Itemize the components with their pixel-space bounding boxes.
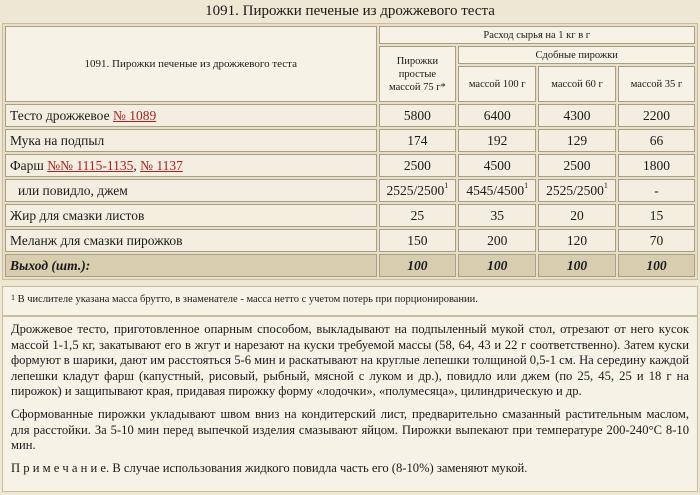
description-paragraph: Сформованные пирожки укладывают швом вниз на кондитерский лист, предварительно смазанный растительным маслом, для расстойки. За 5-10 мин перед выпечкой изделия смазывают яйцом. Пирожки выпекают при температуре 200-240°С 8-10 мин. (11, 406, 689, 453)
cell-value: 2525/2500$^1$ (379, 179, 457, 202)
cell-value: 129 (538, 129, 616, 152)
cell-value: 5800 (379, 104, 457, 127)
rich-pies-header: Сдобные пирожки (458, 46, 695, 64)
col-rich-35-header: массой 35 г (618, 66, 695, 102)
cell-value: 35 (458, 204, 536, 227)
row-name: Мука на подпыл (5, 129, 377, 152)
col-rich-60-header: массой 60 г (538, 66, 616, 102)
cell-value: 4500 (458, 154, 536, 177)
cell-value: 70 (618, 229, 695, 252)
page-title: 1091. Пирожки печеные из дрожжевого теста (205, 3, 495, 19)
table-row (5, 154, 695, 177)
footnote-ref: 1 (444, 180, 449, 190)
consumption-header: Расход сырья на 1 кг в г (379, 26, 695, 44)
row-name: или повидло, джем (5, 179, 377, 202)
cell-value: 100 (458, 254, 536, 277)
cell-value: 192 (458, 129, 536, 152)
cell-value: 15 (618, 204, 695, 227)
cell-value: 174 (379, 129, 457, 152)
description-paragraph: Дрожжевое тесто, приготовленное опарным способом, выкладывают на подпыленный мукой стол, отрезают от него кусок массой 1-1,5 кг, закатывают его в жгут и нарезают на куски требуемой массы (58, 64, 43 и 22 г соответственно). Затем куски формуют в шарики, дают им расстояться 5-6 мин и раскатывают на круглые лепешки толщиной 0,5-1 см. На середину каждой лепешки кладут фарш (капустный, рисовый, рыбный, мясной с луком и др.), повидло или джем (по 25, 45, 25 и 18 г на пирожок) и защипывают края, придавая пирожку форму «лодочки», «полумесяца», цилиндрическую и др. (11, 322, 689, 399)
footnote-mark: 1 (11, 293, 15, 302)
row-name: Тесто дрожжевое № 1089 (5, 104, 377, 127)
cell-value: 150 (379, 229, 457, 252)
table-corner-header: 1091. Пирожки печеные из дрожжевого теста (5, 26, 377, 102)
recipe-table (2, 23, 698, 280)
recipe-link[interactable]: № 1137 (140, 157, 183, 173)
cell-value: 2200 (618, 104, 695, 127)
table-row (5, 204, 695, 227)
cell-value: 4300 (538, 104, 616, 127)
cell-value: 100 (379, 254, 457, 277)
table-row (5, 104, 695, 127)
recipe-link[interactable]: № 1089 (112, 107, 157, 123)
cell-value: 4545/4500$^1$ (458, 179, 536, 202)
col-simple-header: Пирожки простые массой 75 г* (379, 46, 457, 102)
footnote-text: В числителе указана масса брутто, в знаменателе - масса нетто с учетом потерь при порционировании. (15, 294, 478, 305)
table-row (5, 129, 695, 152)
cell-value: 2525/2500$^1$ (538, 179, 616, 202)
row-name: Меланж для смазки пирожков (5, 229, 377, 252)
cell-value: 100 (538, 254, 616, 277)
note-label: П р и м е ч а н и е. (11, 460, 110, 475)
cell-value: 6400 (458, 104, 536, 127)
cell-value: 100 (618, 254, 695, 277)
cell-value: 120 (538, 229, 616, 252)
footnote-ref: 1 (524, 180, 529, 190)
cell-value: 2500 (538, 154, 616, 177)
cell-value: 2500 (379, 154, 457, 177)
recipe-link[interactable]: №№ 1115-1135 (47, 157, 134, 173)
footnote (2, 286, 698, 316)
footnote-ref: 1 (603, 180, 608, 190)
output-label: Выход (шт.): (5, 254, 377, 277)
row-name: Фарш №№ 1115-1135, № 1137 (5, 154, 377, 177)
cell-value: 66 (618, 129, 695, 152)
col-rich-100-header: массой 100 г (458, 66, 536, 102)
cell-value: 25 (379, 204, 457, 227)
cell-value: - (618, 179, 695, 202)
note-text: В случае использования жидкого повидла часть его (8-10%) заменяют мукой. (109, 460, 528, 475)
cell-value: 20 (538, 204, 616, 227)
table-row (5, 179, 695, 202)
cell-value: 200 (458, 229, 536, 252)
table-row (5, 229, 695, 252)
row-name: Жир для смазки листов (5, 204, 377, 227)
recipe-description (2, 316, 698, 492)
note-paragraph (11, 461, 689, 477)
cell-value: 1800 (618, 154, 695, 177)
table-row-total (5, 254, 695, 277)
